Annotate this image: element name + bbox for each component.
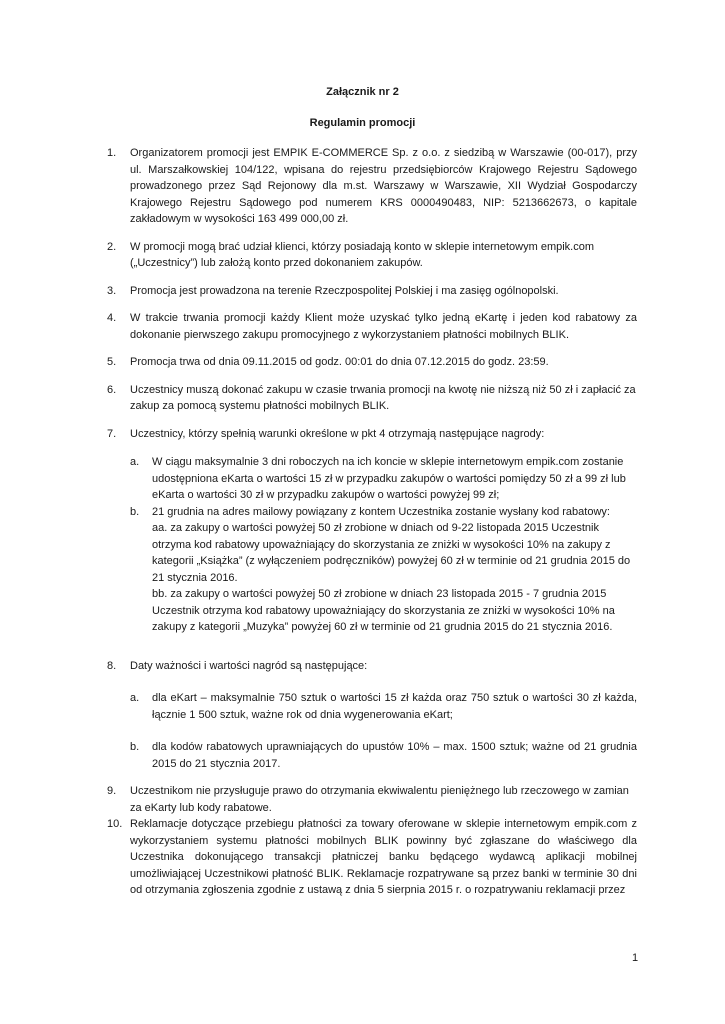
item-number: 3. <box>107 284 117 297</box>
regulations-title: Regulamin promocji <box>309 117 416 129</box>
sub-point-aa: aa. za zakupy o wartości powyżej 50 zł zrobione w dniach od 9-22 listopada 2015 Uczestnik otrzyma kod rabatowy upoważniający do skorzystania ze zniżki w wysokości 10% na zakupy z kategorii „Książka” (z wyłączeniem podręczników) powyżej 60 zł w terminie od 21 grudnia 2015 do 21 stycznia 2016. <box>152 522 631 584</box>
item-text: W promocji mogą brać udział klienci, którzy posiadają konto w sklepie internetowym empik.com („Uczestnicy”) lub założą konto przed dokonaniem zakupów. <box>130 240 595 269</box>
item-text: Promocja trwa od dnia 09.11.2015 od godz. 00:01 do dnia 07.12.2015 do godz. 23:59. <box>130 356 549 368</box>
item-number: 1. <box>107 147 117 159</box>
list-item <box>107 145 637 228</box>
sub-item-label: b. <box>130 505 140 518</box>
list-item <box>107 426 637 636</box>
item-text: Uczestnicy, którzy spełnią warunki określone w pkt 4 otrzymają następujące nagrody: <box>130 427 545 440</box>
item-number: 9. <box>107 785 117 797</box>
sub-item <box>130 739 637 772</box>
item-number: 4. <box>107 312 117 324</box>
item-text: Daty ważności i wartości nagród są następujące: <box>130 659 368 672</box>
list-item <box>107 310 637 343</box>
list-item <box>107 382 637 415</box>
list-item <box>107 658 637 773</box>
annex-title: Załącznik nr 2 <box>326 86 399 98</box>
item-number: 7. <box>107 427 117 440</box>
item-text: Promocja jest prowadzona na terenie Rzeczpospolitej Polskiej i ma zasięg ogólnopolski. <box>130 284 559 297</box>
sub-item-text: dla eKart – maksymalnie 750 sztuk o wartości 15 zł każda oraz 750 sztuk o wartości 30 zł każda, łącznie 1 500 sztuk, ważne rok od dnia wygenerowania eKart; <box>152 692 637 721</box>
sub-item-text: dla kodów rabatowych uprawniających do upustów 10% – max. 1500 sztuk; ważne od 21 grudnia 2015 do 21 stycznia 2017. <box>152 741 637 770</box>
list-item <box>107 354 637 371</box>
item-number: 5. <box>107 356 117 368</box>
list-item <box>107 783 637 816</box>
item-number: 2. <box>107 240 117 253</box>
list-item <box>107 283 637 300</box>
sub-item-text: 21 grudnia na adres mailowy powiązany z kontem Uczestnika zostanie wysłany kod rabatowy: <box>152 505 610 518</box>
list-item <box>107 816 637 899</box>
item-text: W trakcie trwania promocji każdy Klient może uzyskać tylko jedną eKartę i jeden kod rabatowy za dokonanie pierwszego zakupu promocyjnego z wykorzystaniem płatności mobilnych BLIK. <box>130 312 637 341</box>
sub-item-label: a. <box>130 692 140 704</box>
item-number: 6. <box>107 383 117 396</box>
item-text: Organizatorem promocji jest EMPIK E-COMMERCE Sp. z o.o. z siedzibą w Warszawie (00-017), przy ul. Marszałkowskiej 104/122, wpisana do rejestru przedsiębiorców Krajowego Rejestru Sądowego prowadzonego przez Sąd Rejonowy dla m.st. Warszawy w Warszawie, XII Wydział Gospodarczy Krajowego Rejestru Sądowego pod numerem KRS 0000490483, NIP: 5213662673, o kapitale zakładowym w wysokości 163 499 000,00 zł. <box>130 147 637 225</box>
list-item <box>107 239 637 272</box>
sub-item-label: b. <box>130 741 140 753</box>
sub-point-bb: bb. za zakupy o wartości powyżej 50 zł zrobione w dniach 23 listopada 2015 - 7 grudnia 2015 Uczestnik otrzyma kod rabatowy upoważniający do skorzystania ze zniżki w wysokości 10% na zakupy z kategorii „Muzyka” powyżej 60 zł w terminie od 21 grudnia 2015 do 21 stycznia 2016. <box>152 588 615 633</box>
page-number: 1 <box>632 952 639 964</box>
regulations-body <box>107 145 637 910</box>
item-number: 10. <box>107 818 123 830</box>
item-text: Uczestnicy muszą dokonać zakupu w czasie trwania promocji na kwotę nie niższą niż 50 zł i zapłacić za zakup za pomocą systemu płatności mobilnych BLIK. <box>130 383 636 412</box>
sub-item-label: a. <box>130 456 140 468</box>
sub-item <box>130 690 637 723</box>
item-text: Uczestnikom nie przysługuje prawo do otrzymania ekwiwalentu pieniężnego lub rzeczowego w zamian za eKarty lub kody rabatowe. <box>130 785 629 814</box>
sub-item-text: W ciągu maksymalnie 3 dni roboczych na ich koncie w sklepie internetowym empik.com zostanie udostępniona eKarta o wartości 15 zł w przypadku zakupów o wartości pomiędzy 50 zł a 99 zł lub eKarta o wartości 30 zł w przypadku zakupów o wartości powyżej 99 zł; <box>152 456 626 501</box>
item-number: 8. <box>107 659 117 672</box>
sub-item <box>130 454 637 504</box>
sub-item <box>130 504 637 636</box>
item-text: Reklamacje dotyczące przebiegu płatności za towary oferowane w sklepie internetowym empik.com z wykorzystaniem systemu płatności mobilnych BLIK powinny być zgłaszane do właściwego dla Uczestnika dokonującego transakcji płatniczej banku będącego wydawcą aplikacji mobilnej umożliwiającej Uczestnikowi płatność BLIK. Reklamacje rozpatrywane są przez banki w terminie 30 dni od otrzymania zgłoszenia zgodnie z ustawą z dnia 5 sierpnia 2015 r. o rozpatrywaniu reklamacji przez <box>130 818 637 896</box>
